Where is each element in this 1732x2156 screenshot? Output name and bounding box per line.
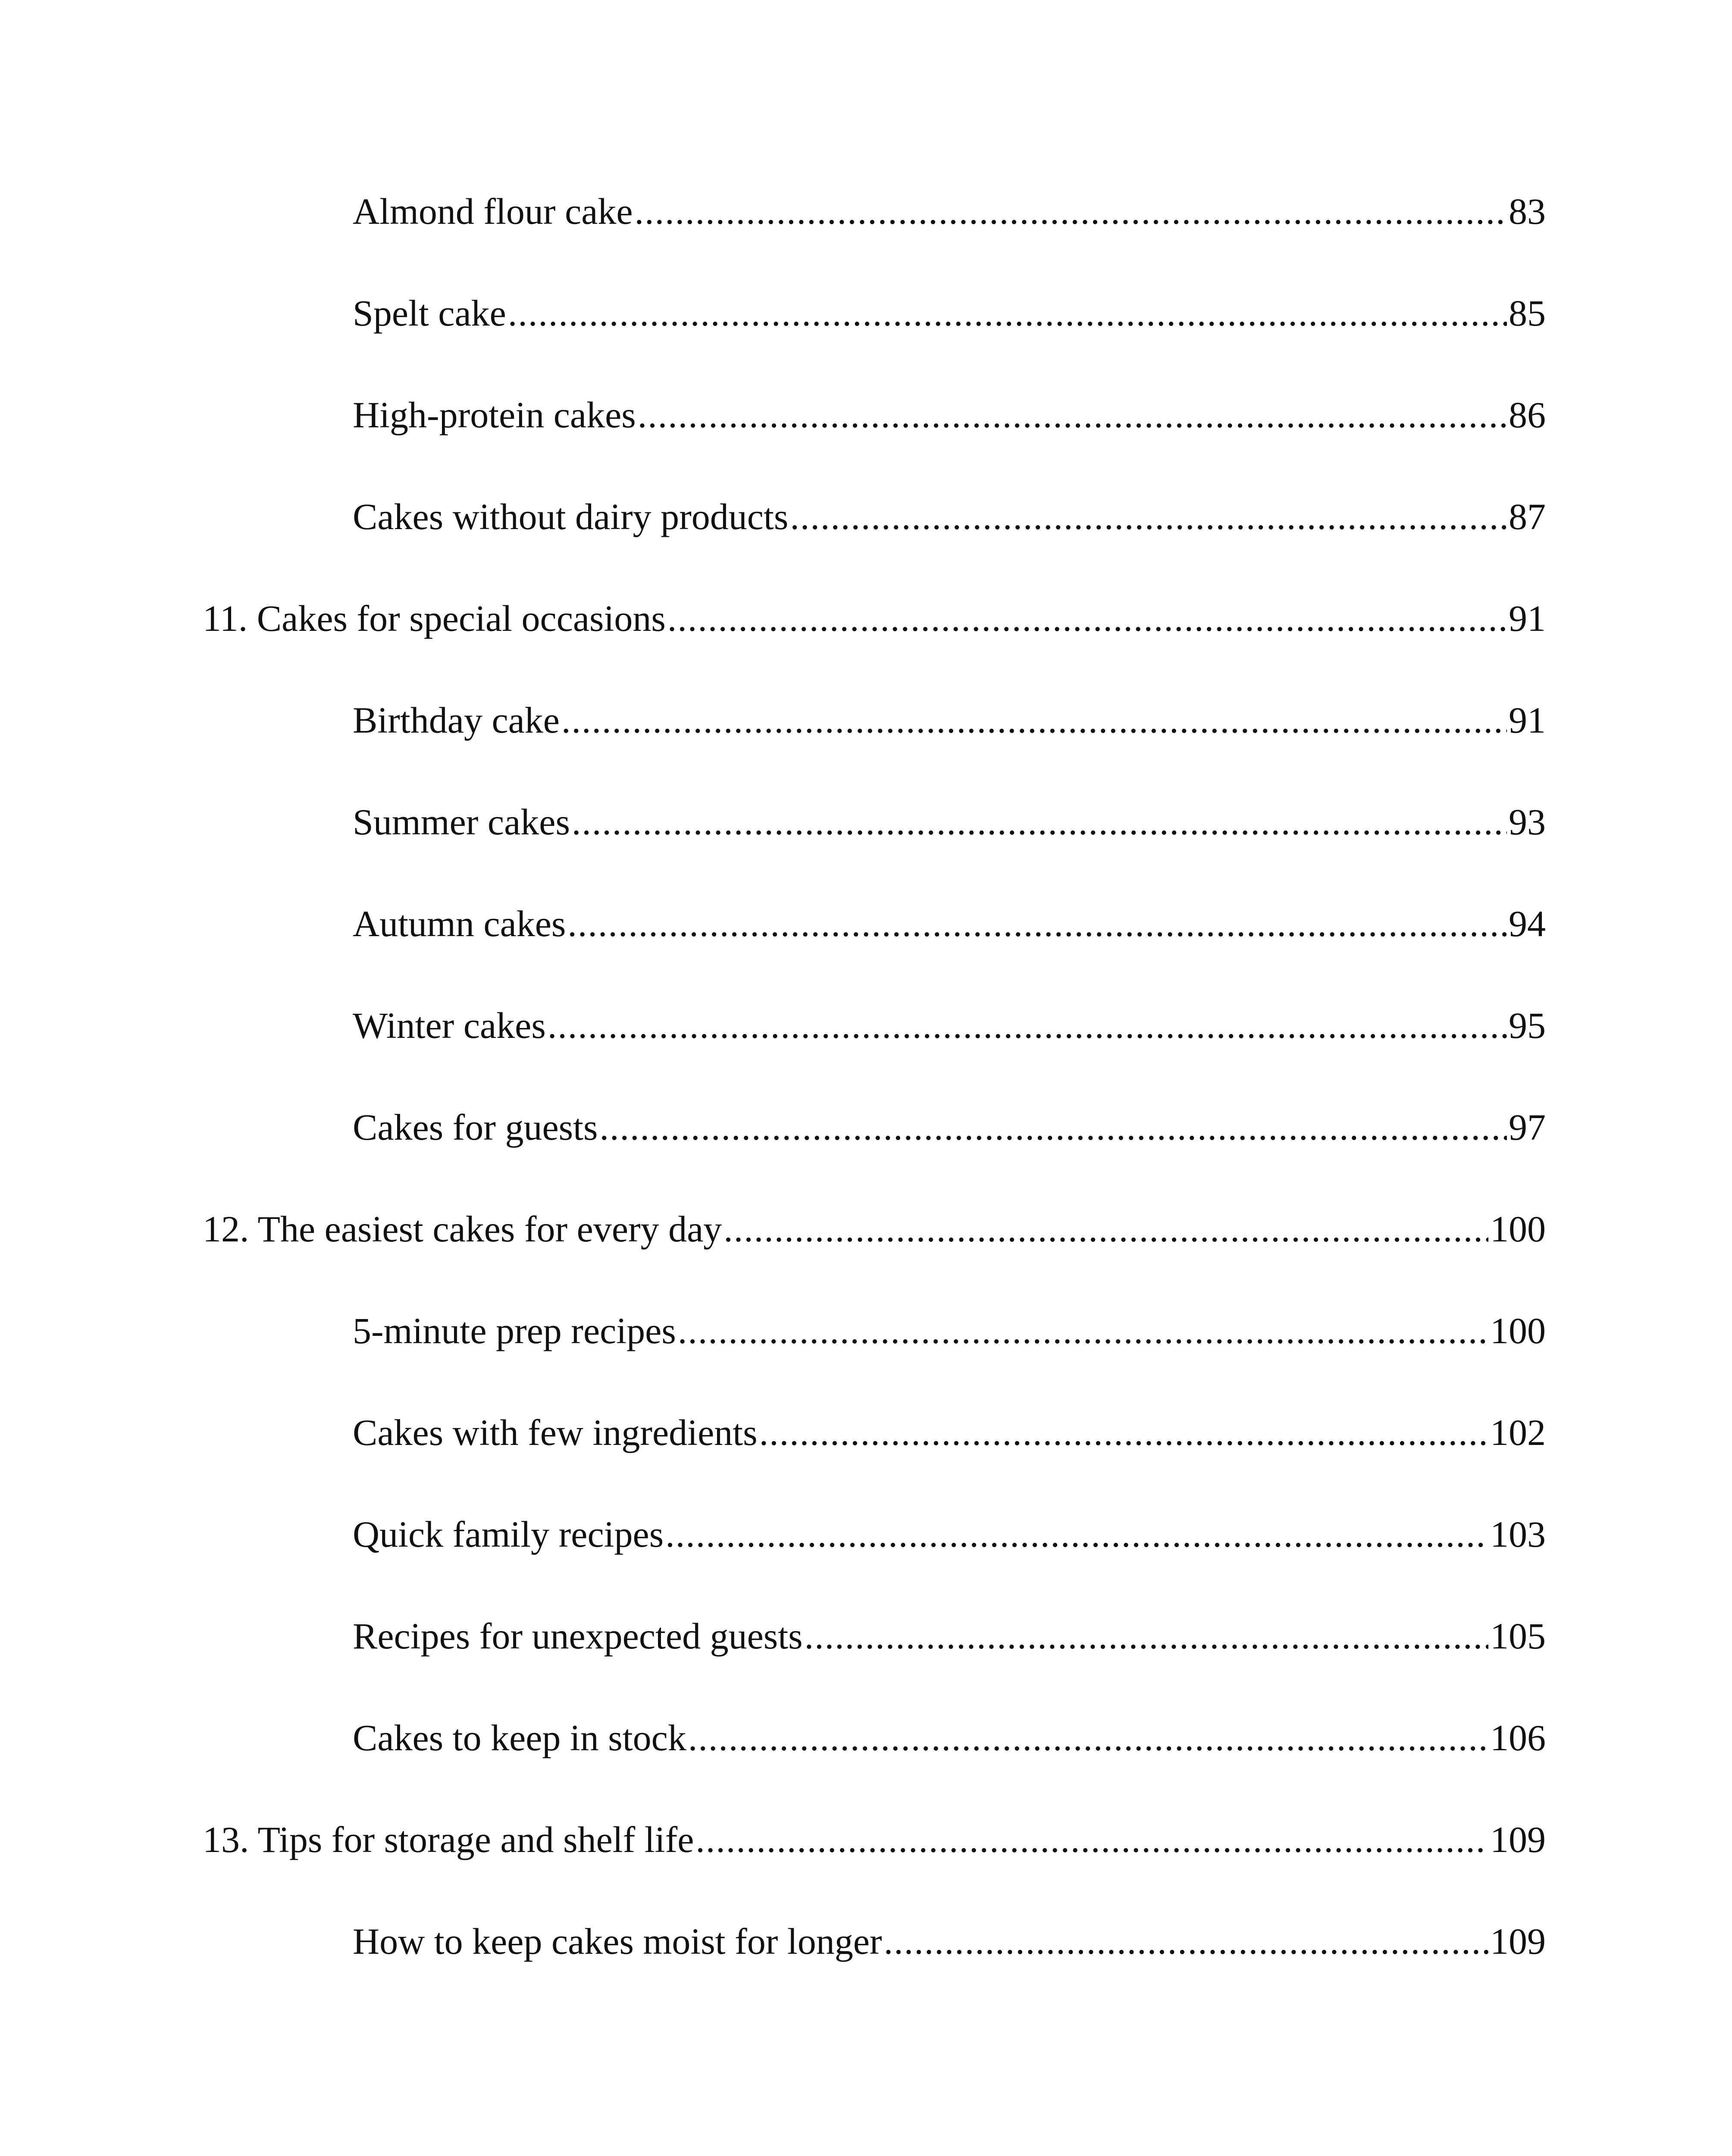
toc-entry bbox=[203, 1614, 1546, 1716]
toc-entry-title: Spelt cake bbox=[353, 292, 506, 334]
toc-entry-title: 13. Tips for storage and shelf life bbox=[203, 1819, 694, 1860]
dot-leader bbox=[561, 699, 1507, 742]
toc-entry-page: 100 bbox=[1490, 1208, 1546, 1250]
toc-entry-title: High-protein cakes bbox=[353, 394, 636, 436]
toc-entry-title: Recipes for unexpected guests bbox=[353, 1615, 803, 1657]
toc-entry-title: Summer cakes bbox=[353, 801, 570, 843]
toc-entry-page: 103 bbox=[1490, 1514, 1546, 1555]
dot-leader bbox=[665, 1513, 1488, 1556]
toc-entry-page: 95 bbox=[1509, 1005, 1546, 1046]
toc-entry-title: Cakes to keep in stock bbox=[353, 1717, 686, 1758]
toc-entry-page: 91 bbox=[1509, 598, 1546, 639]
dot-leader bbox=[678, 1309, 1488, 1352]
dot-leader bbox=[695, 1818, 1488, 1861]
toc-entry-title: Birthday cake bbox=[353, 699, 560, 741]
toc-entry-title: How to keep cakes moist for longer bbox=[353, 1921, 882, 1962]
toc-chapter-entry bbox=[203, 597, 1546, 699]
dot-leader bbox=[723, 1207, 1488, 1250]
toc-entry bbox=[203, 699, 1546, 800]
toc-entry-page: 106 bbox=[1490, 1717, 1546, 1758]
toc-entry-page: 83 bbox=[1509, 191, 1546, 232]
dot-leader bbox=[759, 1411, 1488, 1454]
dot-leader bbox=[638, 393, 1507, 436]
toc-entry-title: Autumn cakes bbox=[353, 903, 566, 944]
toc-chapter-entry bbox=[203, 1207, 1546, 1309]
dot-leader bbox=[884, 1920, 1488, 1963]
toc-entry bbox=[203, 1411, 1546, 1513]
toc-entry bbox=[203, 1513, 1546, 1614]
toc-entry-page: 105 bbox=[1490, 1615, 1546, 1657]
toc-entry bbox=[203, 495, 1546, 597]
dot-leader bbox=[688, 1716, 1488, 1759]
dot-leader bbox=[635, 190, 1507, 233]
dot-leader bbox=[790, 495, 1507, 538]
toc-entry-page: 102 bbox=[1490, 1412, 1546, 1453]
toc-entry-page: 94 bbox=[1509, 903, 1546, 944]
table-of-contents bbox=[203, 190, 1546, 2021]
toc-chapter-entry bbox=[203, 1818, 1546, 1920]
toc-entry bbox=[203, 902, 1546, 1004]
toc-entry-page: 109 bbox=[1490, 1921, 1546, 1962]
dot-leader bbox=[508, 291, 1507, 335]
toc-entry-page: 91 bbox=[1509, 699, 1546, 741]
toc-entry-title: 12. The easiest cakes for every day bbox=[203, 1208, 722, 1250]
toc-entry-page: 93 bbox=[1509, 801, 1546, 843]
toc-entry bbox=[203, 1004, 1546, 1106]
dot-leader bbox=[548, 1004, 1507, 1047]
toc-entry bbox=[203, 1309, 1546, 1411]
toc-entry-title: Almond flour cake bbox=[353, 191, 633, 232]
dot-leader bbox=[572, 800, 1507, 843]
toc-entry-page: 109 bbox=[1490, 1819, 1546, 1860]
toc-entry bbox=[203, 1106, 1546, 1207]
toc-entry bbox=[203, 800, 1546, 902]
dot-leader bbox=[805, 1614, 1488, 1658]
toc-entry-title: Cakes without dairy products bbox=[353, 496, 789, 537]
dot-leader bbox=[599, 1106, 1507, 1149]
toc-entry-title: Quick family recipes bbox=[353, 1514, 664, 1555]
toc-entry bbox=[203, 190, 1546, 291]
toc-entry-title: 11. Cakes for special occasions bbox=[203, 598, 666, 639]
toc-entry-page: 85 bbox=[1509, 292, 1546, 334]
toc-entry-page: 87 bbox=[1509, 496, 1546, 537]
toc-entry bbox=[203, 393, 1546, 495]
toc-entry bbox=[203, 1920, 1546, 2021]
toc-entry-title: Cakes for guests bbox=[353, 1106, 598, 1148]
toc-entry-page: 86 bbox=[1509, 394, 1546, 436]
toc-entry bbox=[203, 1716, 1546, 1818]
dot-leader bbox=[667, 597, 1507, 640]
toc-entry bbox=[203, 291, 1546, 393]
toc-entry-title: Winter cakes bbox=[353, 1005, 546, 1046]
toc-entry-title: 5-minute prep recipes bbox=[353, 1310, 676, 1351]
toc-entry-title: Cakes with few ingredients bbox=[353, 1412, 758, 1453]
toc-entry-page: 97 bbox=[1509, 1106, 1546, 1148]
dot-leader bbox=[567, 902, 1507, 945]
toc-entry-page: 100 bbox=[1490, 1310, 1546, 1351]
